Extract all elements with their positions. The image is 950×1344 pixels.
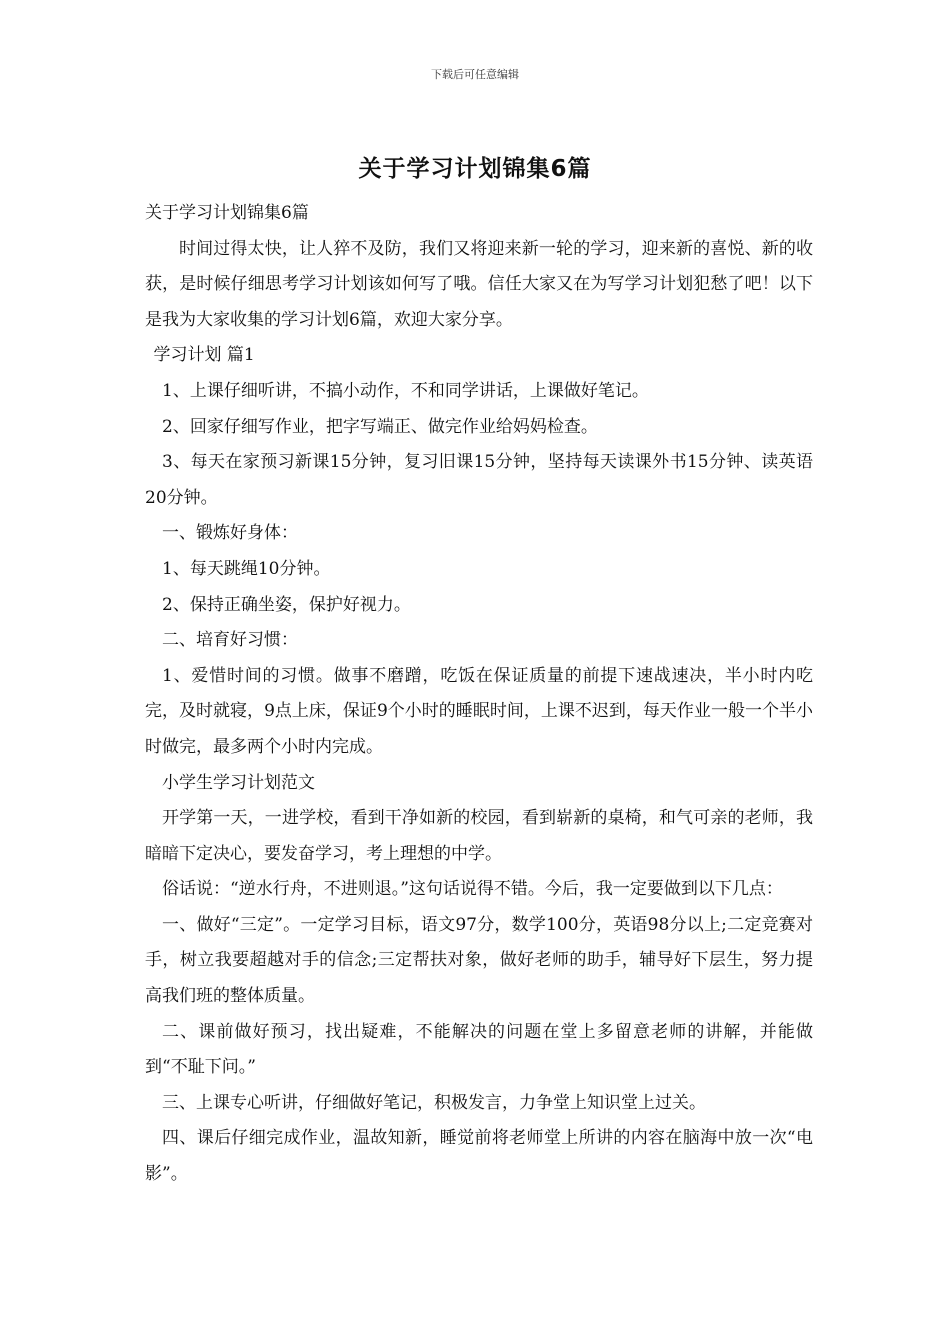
header-note: 下载后可任意编辑 (431, 68, 519, 81)
section-heading: 小学生学习计划范文 (162, 772, 315, 793)
paragraph: 一、做好“三定”。一定学习目标，语文97分，数学100分，英语98分以上;二定竞赛对手，树立我要超越对手的信念;三定帮扶对象，做好老师的助手，辅导好下层生，努力提高我们班的整体质量。 (145, 914, 813, 1007)
paragraph-subtitle: 关于学习计划锦集6篇 (145, 203, 309, 223)
section-heading: 学习计划 篇1 (153, 345, 255, 366)
paragraph-item: 2、保持正确坐姿，保护好视力。 (162, 594, 411, 615)
paragraph: 四、课后仔细完成作业，温故知新，睡觉前将老师堂上所讲的内容在脑海中放一次“电影”。 (145, 1128, 813, 1185)
paragraph-heading: 二、培育好习惯： (162, 630, 298, 651)
paragraph-item: 2、回家仔细写作业，把字写端正、做完作业给妈妈检查。 (162, 416, 598, 437)
document-title: 关于学习计划锦集6篇 (358, 156, 592, 182)
paragraph: 开学第一天，一进学校，看到干净如新的校园，看到崭新的桌椅，和气可亲的老师，我暗暗下定决心，要发奋学习，考上理想的中学。 (145, 808, 813, 864)
paragraph-intro: 时间过得太快，让人猝不及防，我们又将迎来新一轮的学习，迎来新的喜悦、新的收获，是时候仔细思考学习计划该如何写了哦。信任大家又在为写学习计划犯愁了吧！以下是我为大家收集的学习计划6篇，欢迎大家分享。 (145, 238, 813, 330)
paragraph-heading: 一、锻炼好身体： (162, 523, 298, 544)
paragraph: 二、课前做好预习，找出疑难，不能解决的问题在堂上多留意老师的讲解，并能做到“不耻下问。” (145, 1021, 813, 1078)
paragraph: 俗话说：“逆水行舟，不进则退。”这句话说得不错。今后，我一定要做到以下几点： (162, 879, 783, 900)
paragraph-item: 1、爱惜时间的习惯。做事不磨蹭，吃饭在保证质量的前提下速战速决，半小时内吃完，及时就寝，9点上床，保证9个小时的睡眠时间，上课不迟到，每天作业一般一个半小时做完，最多两个小时内完成。 (145, 665, 813, 757)
paragraph-item: 1、上课仔细听讲，不搞小动作，不和同学讲话，上课做好笔记。 (162, 380, 649, 401)
paragraph-item: 3、每天在家预习新课15分钟，复习旧课15分钟，坚持每天读课外书15分钟、读英语20分钟。 (145, 452, 813, 508)
document-body (145, 196, 813, 1193)
paragraph: 三、上课专心听讲，仔细做好笔记，积极发言，力争堂上知识堂上过关。 (162, 1092, 706, 1113)
paragraph-item: 1、每天跳绳10分钟。 (162, 558, 331, 579)
